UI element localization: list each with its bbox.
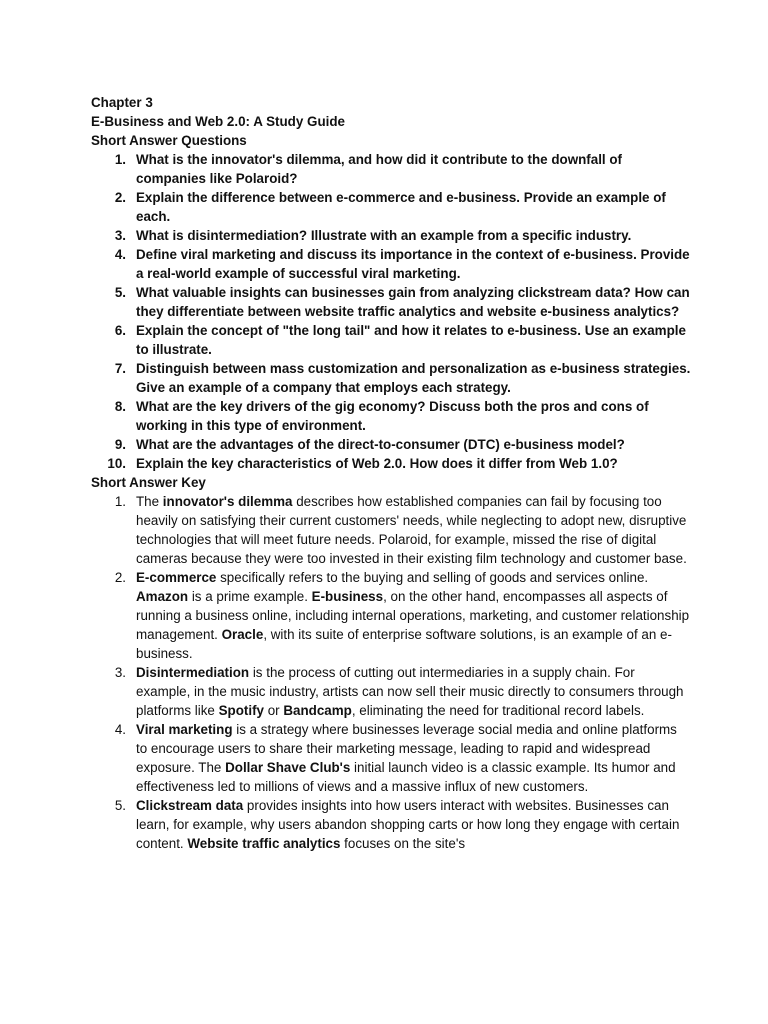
answer-key-term: Clickstream data bbox=[136, 798, 244, 813]
question-item bbox=[91, 188, 691, 226]
question-text: Explain the concept of "the long tail" and how it relates to e-business. Use an example to illustrate. bbox=[136, 323, 686, 357]
answer-text: is a prime example. bbox=[188, 589, 312, 604]
question-item bbox=[91, 245, 691, 283]
question-item bbox=[91, 226, 691, 245]
question-text: Explain the key characteristics of Web 2.0. How does it differ from Web 1.0? bbox=[136, 456, 618, 471]
question-item bbox=[91, 321, 691, 359]
answer-key-term: E-commerce bbox=[136, 570, 217, 585]
questions-heading: Short Answer Questions bbox=[91, 133, 247, 148]
answer-text: , on the other hand, encompasses all aspects of running a business online, including internal operations, marketing, and customer relationship management. bbox=[136, 589, 690, 642]
answer-key-term: Bandcamp bbox=[283, 703, 352, 718]
answer-item bbox=[91, 796, 691, 853]
question-number: 1. bbox=[114, 152, 126, 167]
answer-text: is a strategy where businesses leverage social media and online platforms to encourage users to share their marketing message, leading to rapid and widespread exposure. The bbox=[136, 722, 677, 775]
page-title: E-Business and Web 2.0: A Study Guide bbox=[91, 114, 345, 129]
answer-item bbox=[91, 492, 691, 568]
answer-text: is the process of cutting out intermediaries in a supply chain. For example, in the music industry, artists can now sell their music directly to consumers through platforms like bbox=[136, 665, 684, 718]
answer-text: focuses on the site's bbox=[340, 836, 466, 851]
answer-text: The bbox=[136, 494, 163, 509]
answer-text: , with its suite of enterprise software solutions, is an example of an e-business. bbox=[136, 627, 672, 661]
answer-item bbox=[91, 568, 691, 663]
question-text: What are the advantages of the direct-to-consumer (DTC) e-business model? bbox=[136, 437, 625, 452]
question-number: 4. bbox=[114, 247, 126, 262]
answers-list bbox=[91, 492, 691, 853]
question-item bbox=[91, 359, 691, 397]
document-page bbox=[91, 93, 691, 853]
question-number: 7. bbox=[114, 361, 126, 376]
question-item bbox=[91, 150, 691, 188]
question-item bbox=[91, 454, 691, 473]
answer-text: initial launch video is a classic example. Its humor and effectiveness led to millions of views and a massive influx of new customers. bbox=[136, 760, 676, 794]
question-text: Distinguish between mass customization and personalization as e-business strategies. Give an example of a company that employs each strategy. bbox=[136, 361, 691, 395]
answer-text: specifically refers to the buying and selling of goods and services online. bbox=[216, 570, 649, 585]
question-number: 8. bbox=[114, 399, 126, 414]
question-text: Explain the difference between e-commerce and e-business. Provide an example of each. bbox=[136, 190, 666, 224]
answer-number: 5. bbox=[114, 798, 126, 813]
answer-number: 3. bbox=[114, 665, 126, 680]
question-text: What are the key drivers of the gig economy? Discuss both the pros and cons of working in this type of environment. bbox=[136, 399, 649, 433]
answer-key-term: Viral marketing bbox=[136, 722, 233, 737]
question-text: What is disintermediation? Illustrate with an example from a specific industry. bbox=[136, 228, 632, 243]
answer-key-term: Spotify bbox=[218, 703, 264, 718]
answer-item bbox=[91, 720, 691, 796]
answer-key-term: Amazon bbox=[136, 589, 189, 604]
answer-number: 1. bbox=[114, 494, 126, 509]
answer-key-term: innovator's dilemma bbox=[162, 494, 293, 509]
question-number: 9. bbox=[114, 437, 126, 452]
question-number: 2. bbox=[114, 190, 126, 205]
answer-text: describes how established companies can fail by focusing too heavily on satisfying their current customers' needs, while neglecting to adopt new, disruptive technologies that will meet future needs. Polaroid, for example, missed the rise of digital cameras because they were too invested in their existing film technology and customer base. bbox=[136, 494, 687, 566]
question-item bbox=[91, 283, 691, 321]
question-number: 5. bbox=[114, 285, 126, 300]
answer-key-term: E-business bbox=[311, 589, 384, 604]
answer-key-term: Website traffic analytics bbox=[187, 836, 341, 851]
question-number: 3. bbox=[114, 228, 126, 243]
answer-key-term: Disintermediation bbox=[136, 665, 250, 680]
answer-text: or bbox=[264, 703, 284, 718]
question-text: What is the innovator's dilemma, and how did it contribute to the downfall of companies like Polaroid? bbox=[136, 152, 622, 186]
answer-key-term: Oracle bbox=[221, 627, 264, 642]
question-item bbox=[91, 397, 691, 435]
question-number: 6. bbox=[114, 323, 126, 338]
answer-key-heading: Short Answer Key bbox=[91, 475, 206, 490]
question-number: 10. bbox=[107, 456, 126, 471]
question-text: Define viral marketing and discuss its importance in the context of e-business. Provide a real-world example of successful viral marketing. bbox=[136, 247, 690, 281]
question-text: What valuable insights can businesses gain from analyzing clickstream data? How can they differentiate between website traffic analytics and website e-business analytics? bbox=[136, 285, 690, 319]
answer-text: , eliminating the need for traditional record labels. bbox=[351, 703, 645, 718]
question-item bbox=[91, 435, 691, 454]
answer-number: 2. bbox=[114, 570, 126, 585]
answer-item bbox=[91, 663, 691, 720]
answer-number: 4. bbox=[114, 722, 126, 737]
chapter-label: Chapter 3 bbox=[91, 95, 153, 110]
questions-list bbox=[91, 150, 691, 473]
answer-text: provides insights into how users interact with websites. Businesses can learn, for example, why users abandon shopping carts or how long they engage with certain content. bbox=[136, 798, 680, 851]
answer-key-term: Dollar Shave Club's bbox=[225, 760, 351, 775]
